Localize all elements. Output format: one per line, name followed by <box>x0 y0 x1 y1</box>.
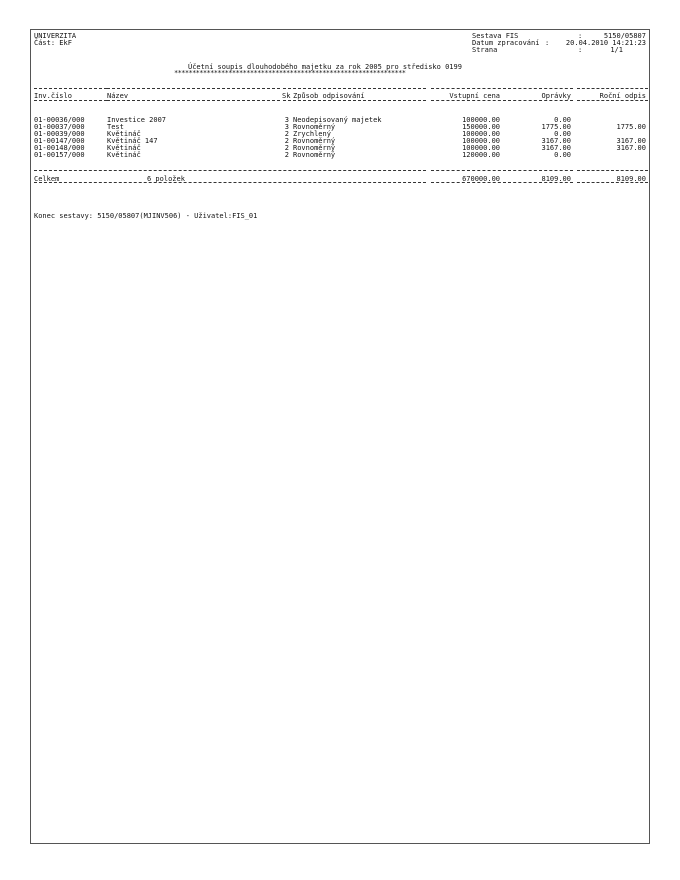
rule <box>107 100 280 101</box>
cell-sk: 2 <box>284 130 289 138</box>
cell-method: Rovnoměrný <box>293 151 336 159</box>
cell-annual: 1775.00 <box>616 123 646 131</box>
cell-price: 120000.00 <box>462 151 500 159</box>
cell-sk: 3 <box>284 116 289 124</box>
totals-price: 670000.00 <box>462 175 500 183</box>
rule <box>431 88 506 89</box>
totals-count: 6 položek <box>147 175 185 183</box>
rule <box>508 170 573 171</box>
col-sk: Sk <box>282 92 291 100</box>
rule <box>508 88 573 89</box>
meta-label-page: Strana <box>472 46 498 54</box>
report-footer: Konec sestavy: 5150/05807(MJINV506) - Uživatel:FIS_01 <box>34 212 258 220</box>
rule <box>508 182 573 183</box>
cell-sk: 2 <box>284 137 289 145</box>
cell-opr: 0.00 <box>554 130 571 138</box>
rule <box>34 88 107 89</box>
rule <box>431 170 506 171</box>
rule <box>577 182 648 183</box>
cell-sk: 3 <box>284 123 289 131</box>
totals-opr: 8109.00 <box>541 175 571 183</box>
cell-annual: 3167.00 <box>616 144 646 152</box>
rule <box>34 182 426 183</box>
cell-price: 150000.00 <box>462 123 500 131</box>
rule <box>283 88 291 89</box>
cell-inv: 01-00039/000 <box>34 130 85 138</box>
cell-inv: 01-00147/000 <box>34 137 85 145</box>
meta-label-report: Sestava FIS <box>472 32 519 40</box>
cell-method: Rovnoměrný <box>293 123 336 131</box>
cell-name: Květináč <box>107 144 141 152</box>
meta-colon: : <box>578 46 583 54</box>
rule <box>508 100 573 101</box>
rule <box>431 182 506 183</box>
col-name: Název <box>107 92 129 100</box>
rule <box>577 100 648 101</box>
rule <box>293 100 426 101</box>
cell-opr: 1775.00 <box>541 123 571 131</box>
meta-colon: : <box>545 39 550 47</box>
rule <box>34 170 426 171</box>
cell-sk: 2 <box>284 144 289 152</box>
rule <box>34 100 107 101</box>
cell-price: 100000.00 <box>462 144 500 152</box>
title-underline: **************************************************************** <box>174 69 406 77</box>
meta-colon: : <box>578 32 583 40</box>
organization-unit: Část: EkF <box>34 39 72 47</box>
rule <box>283 100 291 101</box>
rule <box>107 88 280 89</box>
cell-name: Květináč <box>107 151 141 159</box>
cell-opr: 0.00 <box>554 151 571 159</box>
col-price: Vstupní cena <box>449 92 500 100</box>
cell-annual: 3167.00 <box>616 137 646 145</box>
cell-name: Test <box>107 123 124 131</box>
cell-inv: 01-00157/000 <box>34 151 85 159</box>
totals-label: Celkem <box>34 175 60 183</box>
cell-price: 100000.00 <box>462 137 500 145</box>
cell-price: 100000.00 <box>462 116 500 124</box>
cell-opr: 0.00 <box>554 116 571 124</box>
meta-label-date: Datum zpracování <box>472 39 540 47</box>
cell-method: Neodepisovaný majetek <box>293 116 382 124</box>
rule <box>431 100 506 101</box>
cell-method: Zrychlený <box>293 130 331 138</box>
cell-sk: 2 <box>284 151 289 159</box>
organization-name: UNIVERZITA <box>34 32 77 40</box>
cell-method: Rovnoměrný <box>293 137 336 145</box>
cell-inv: 01-00148/000 <box>34 144 85 152</box>
cell-opr: 3167.00 <box>541 144 571 152</box>
meta-value-page: 1/1 <box>610 46 623 54</box>
report-title: Účetní soupis dlouhodobého majetku za rok 2005 pro středisko 0199 <box>188 63 462 71</box>
col-oprávky: Oprávky <box>541 92 571 100</box>
meta-value-report: 5150/05807 <box>603 32 646 40</box>
cell-inv: 01-00036/000 <box>34 116 85 124</box>
cell-price: 100000.00 <box>462 130 500 138</box>
cell-method: Rovnoměrný <box>293 144 336 152</box>
cell-opr: 3167.00 <box>541 137 571 145</box>
col-method: Způsob odpisování <box>293 92 365 100</box>
meta-value-date: 20.04.2010 14:21:23 <box>565 39 646 47</box>
totals-annual: 8109.00 <box>616 175 646 183</box>
report-page <box>30 29 650 844</box>
cell-name: Investice 2007 <box>107 116 167 124</box>
rule <box>577 170 648 171</box>
cell-name: Květináč <box>107 130 141 138</box>
rule <box>293 88 426 89</box>
col-inv-number: Inv.číslo <box>34 92 72 100</box>
cell-name: Květináč 147 <box>107 137 158 145</box>
rule <box>577 88 648 89</box>
col-annual: Roční odpis <box>599 92 646 100</box>
cell-inv: 01-00037/000 <box>34 123 85 131</box>
